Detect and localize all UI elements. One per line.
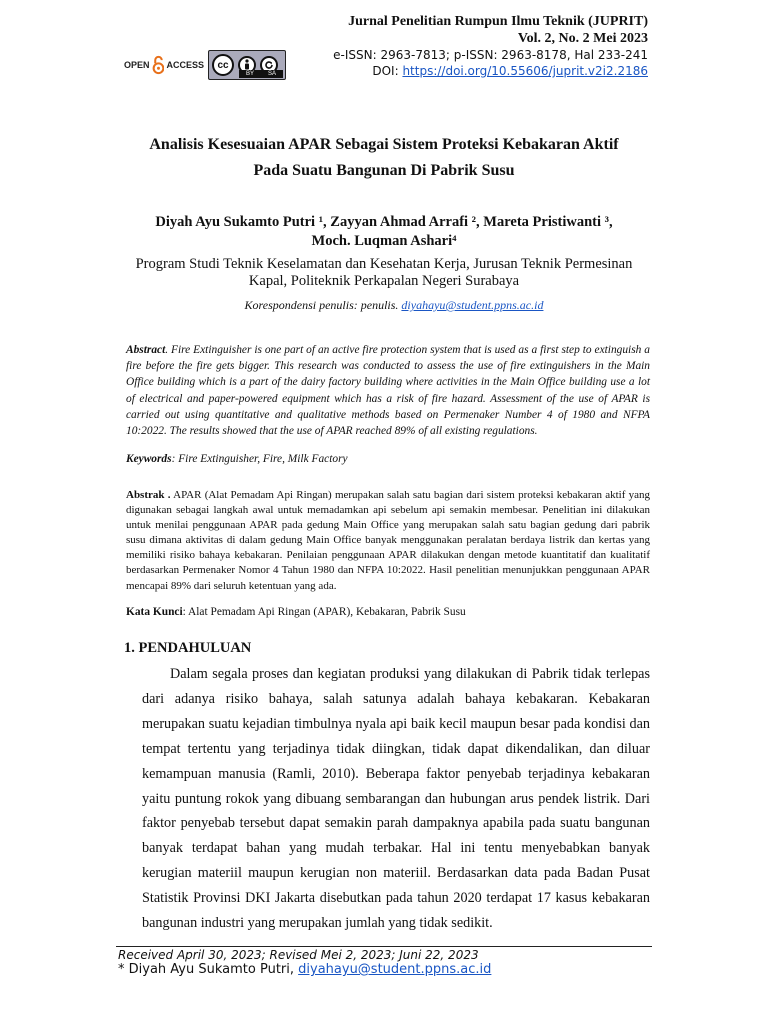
open-access-left-text: OPEN xyxy=(124,60,150,70)
doi-line xyxy=(372,64,648,78)
cc-icon: cc xyxy=(212,54,234,76)
license-strip xyxy=(239,70,283,78)
correspondence-label: Korespondensi penulis: penulis. xyxy=(244,298,402,312)
received-dates: Received April 30, 2023; Revised Mei 2, 2023; Juni 22, 2023 xyxy=(118,948,479,962)
corresponding-author-footnote xyxy=(118,962,491,977)
keywords-indonesian-label: Kata Kunci xyxy=(126,606,183,618)
abstract-indonesian-label: Abstrak . xyxy=(126,489,171,501)
footnote-rule xyxy=(116,946,652,947)
paper-title-line-1: Analisis Kesesuaian APAR Sebagai Sistem Proteksi Kebakaran Aktif xyxy=(149,136,619,153)
abstract-english-label: Abstract xyxy=(126,344,166,356)
correspondence xyxy=(100,298,688,313)
section-paragraph-text: Dalam segala proses dan kegiatan produksi yang dilakukan di Pabrik tidak terlepas dari adanya risiko bahaya, salah satunya adalah bahaya kebakaran. Kebakaran merupakan suatu kejadian timbulnya nyala api baik kecil maupun besar pada kondisi dan tempat tertentu yang terjadinya tidak diingkan, tidak dapat dikendalikan, dan diluar kemampuan manusia (Ramli, 2010). Beberapa faktor penyebab terjadinya kebakaran yaitu puntung rokok yang dibuang sembarangan dan hubungan arus pendek listrik. Dari faktor penyebab tersebut dapat semakin parah dampaknya apabila pada suatu bangunan banyak terdapat bahan yang mudah terbakar. Hal ini tentu menyebabkan banyak kerugian materiil maupun kerugian non materiil. Berdasarkan data pada Badan Pusat Statistik Provinsi DKI Jakarta disebutkan pada tahun 2020 terdapat 17 kasus kebakaran bangunan industri yang merupakan jumlah yang tidak sedikit. xyxy=(142,666,650,932)
affiliation-line-2: Kapal, Politeknik Perkapalan Negeri Surabaya xyxy=(248,273,520,289)
footnote-author-label: * Diyah Ayu Sukamto Putri, xyxy=(118,962,299,977)
abstract-indonesian-text: APAR (Alat Pemadam Api Ringan) merupakan salah satu bagian dari sistem proteksi kebakaran aktif yang digunakan sebagai langkah awal untuk memadamkan api sebelum api semakin membesar. Penelitian ini dilakukan untuk menilai penggunaan APAR pada gedung Main Office yang merupakan salah satu bagian gedung dari pabrik susu dimana aktivitas di dalam gedung Main Office banyak menggunakan peralatan berdaya listrik dan kertas yang memiliki risiko bahaya kebakaran. Penilaian penggunaan APAR dilakukan dengan metode kuantitatif dan kualitatif berdasarkan Permenaker Nomor 4 Tahun 1980 dan NFPA 10:2022. Hasil penelitian menunjukkan penggunaan APAR mencapai 89% dari seluruh ketentuan yang ada. xyxy=(126,489,650,592)
open-lock-icon xyxy=(152,54,165,76)
cc-by-sa-badge xyxy=(208,50,286,80)
abstract-english xyxy=(126,342,650,439)
cc-sa-label: SA xyxy=(267,71,276,77)
abstract-indonesian xyxy=(126,488,650,594)
doi-label: DOI: xyxy=(372,64,403,78)
authors-line-1: Diyah Ayu Sukamto Putri ¹, Zayyan Ahmad Arrafi ², Mareta Pristiwanti ³, xyxy=(155,214,613,230)
keywords-english-label: Keywords xyxy=(126,453,172,465)
section-paragraph xyxy=(142,662,650,936)
journal-volume: Vol. 2, No. 2 Mei 2023 xyxy=(517,31,648,46)
footnote-email-link[interactable]: diyahayu@student.ppns.ac.id xyxy=(298,962,492,977)
journal-issn: e-ISSN: 2963-7813; p-ISSN: 2963-8178, Hal 233-241 xyxy=(333,48,648,62)
journal-name: Jurnal Penelitian Rumpun Ilmu Teknik (JUPRIT) xyxy=(348,14,648,29)
open-access-right-text: ACCESS xyxy=(166,60,204,70)
authors-line-2: Moch. Luqman Ashari⁴ xyxy=(311,233,457,249)
keywords-english xyxy=(126,453,348,465)
section-heading: 1. PENDAHULUAN xyxy=(124,640,252,656)
keywords-english-text: : Fire Extinguisher, Fire, Milk Factory xyxy=(171,453,348,465)
keywords-indonesian xyxy=(126,606,466,618)
affiliation-line-1: Program Studi Teknik Keselamatan dan Kesehatan Kerja, Jurusan Teknik Permesinan xyxy=(135,256,633,272)
doi-link[interactable]: https://doi.org/10.55606/juprit.v2i2.2186 xyxy=(402,64,648,78)
paper-title-line-2: Pada Suatu Bangunan Di Pabrik Susu xyxy=(253,162,515,179)
correspondence-email-link[interactable]: diyahayu@student.ppns.ac.id xyxy=(401,298,544,312)
keywords-indonesian-text: : Alat Pemadam Api Ringan (APAR), Kebakaran, Pabrik Susu xyxy=(182,606,466,618)
open-access-logo xyxy=(124,48,204,82)
cc-by-label: BY xyxy=(245,71,254,77)
abstract-english-text: . Fire Extinguisher is one part of an active fire protection system that is used as a first step to extinguish a fire before the fire gets bigger. This research was conducted to assess the use of fire extinguishers in the Main Office building which is a part of the dairy factory building where activities in the Main Office building use a lot of electrical and paper-powered equipment which has a risk of fire hazard. Assessment of the use of APAR is carried out using quantitative and qualitative methods based on Permenaker Number 4 of 1980 and NFPA 10:2022. The results showed that the use of APAR reached 89% of all existing regulations. xyxy=(126,344,650,438)
